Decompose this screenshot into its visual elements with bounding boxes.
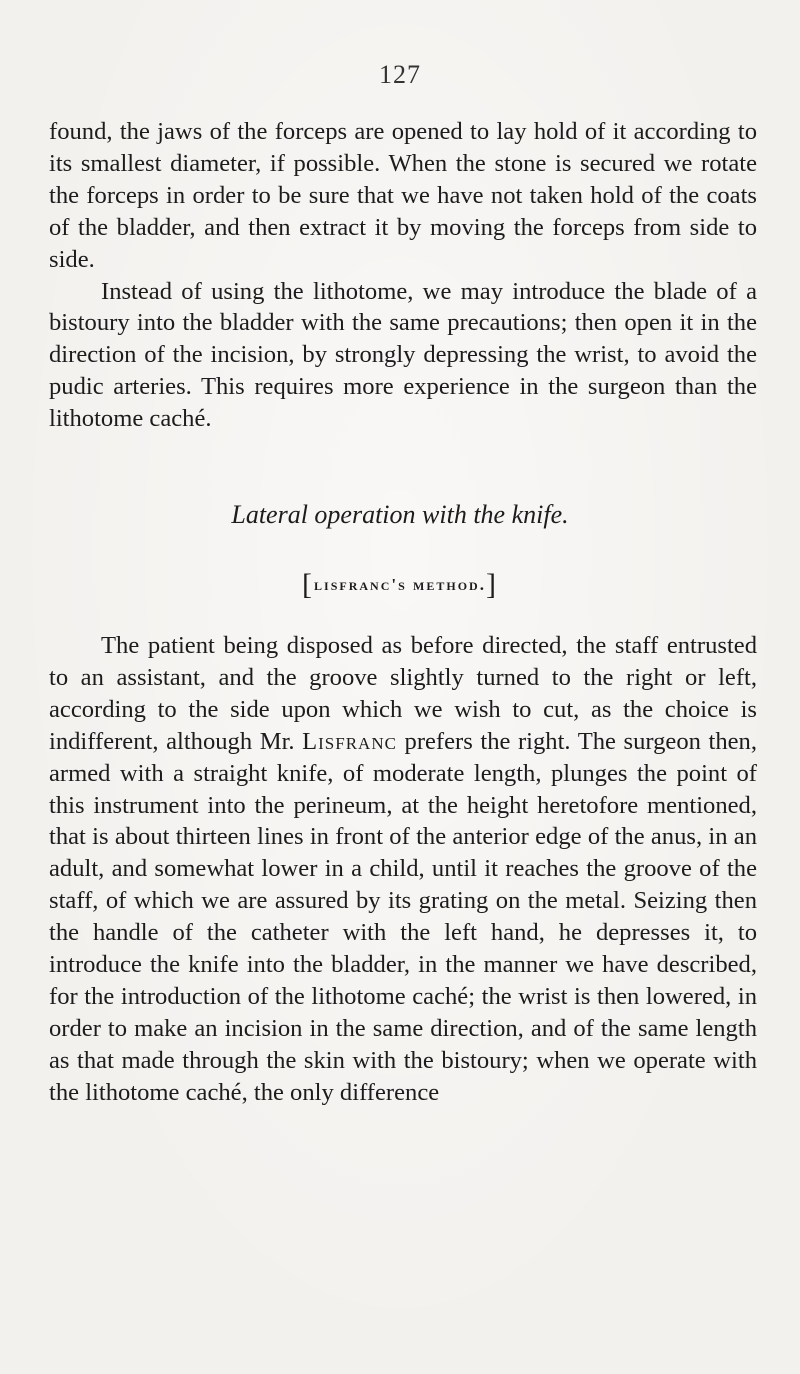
surgeon-name: Lisfranc: [302, 727, 397, 755]
paragraph-bistoury: Instead of using the lithotome, we may introduce the blade of a bistoury into the bladder with the same precautions; then open it in the direction of the incision, by strongly depressing the wrist, to avoid the pudic arteries. This requires more experience in the surgeon than the lithotome caché.: [49, 277, 757, 433]
method-name: lisfranc's method.: [314, 575, 486, 594]
method-subheading: [0, 568, 800, 602]
text-block-top: [49, 116, 757, 435]
bracket-open: [: [302, 568, 315, 601]
paragraph-lisfranc-method: [49, 630, 757, 1109]
paragraph-text-rest: prefers the right. The surgeon then, armed with a straight knife, of moderate length, plunges the point of this instrument into the perineum, at the height heretofore mentioned, that is about thirteen lines in front of the anterior edge of the anus, in an adult, and somewhat lower in a child, until it reaches the groove of the staff, of which we are assured by its grating on the metal. Seizing then the handle of the catheter with the left hand, he depresses it, to introduce the knife into the bladder, in the manner we have described, for the introduction of the lithotome caché; the wrist is then lowered, in order to make an incision in the same direction, and of the same length as that made through the skin with the bistoury; when we operate with the lithotome caché, the only difference: [49, 727, 757, 1106]
paragraph-continuation: found, the jaws of the forceps are opened to lay hold of it according to its smallest diameter, if possible. When the stone is secured we rotate the forceps in order to be sure that we have not taken hold of the coats of the bladder, and then extract it by moving the forceps from side to side.: [49, 118, 757, 273]
paragraph-text-start: The patient being disposed as before directed, the staff entrusted to an assistant, and the groove slightly turned to the right or left, according to the side upon which we wish to cut, as the choice is indifferent, although Mr.: [49, 632, 757, 755]
page-number: 127: [379, 60, 421, 89]
text-block-bottom: [49, 630, 757, 1109]
section-heading: Lateral operation with the knife.: [231, 500, 569, 529]
bracket-close: ]: [485, 568, 498, 601]
